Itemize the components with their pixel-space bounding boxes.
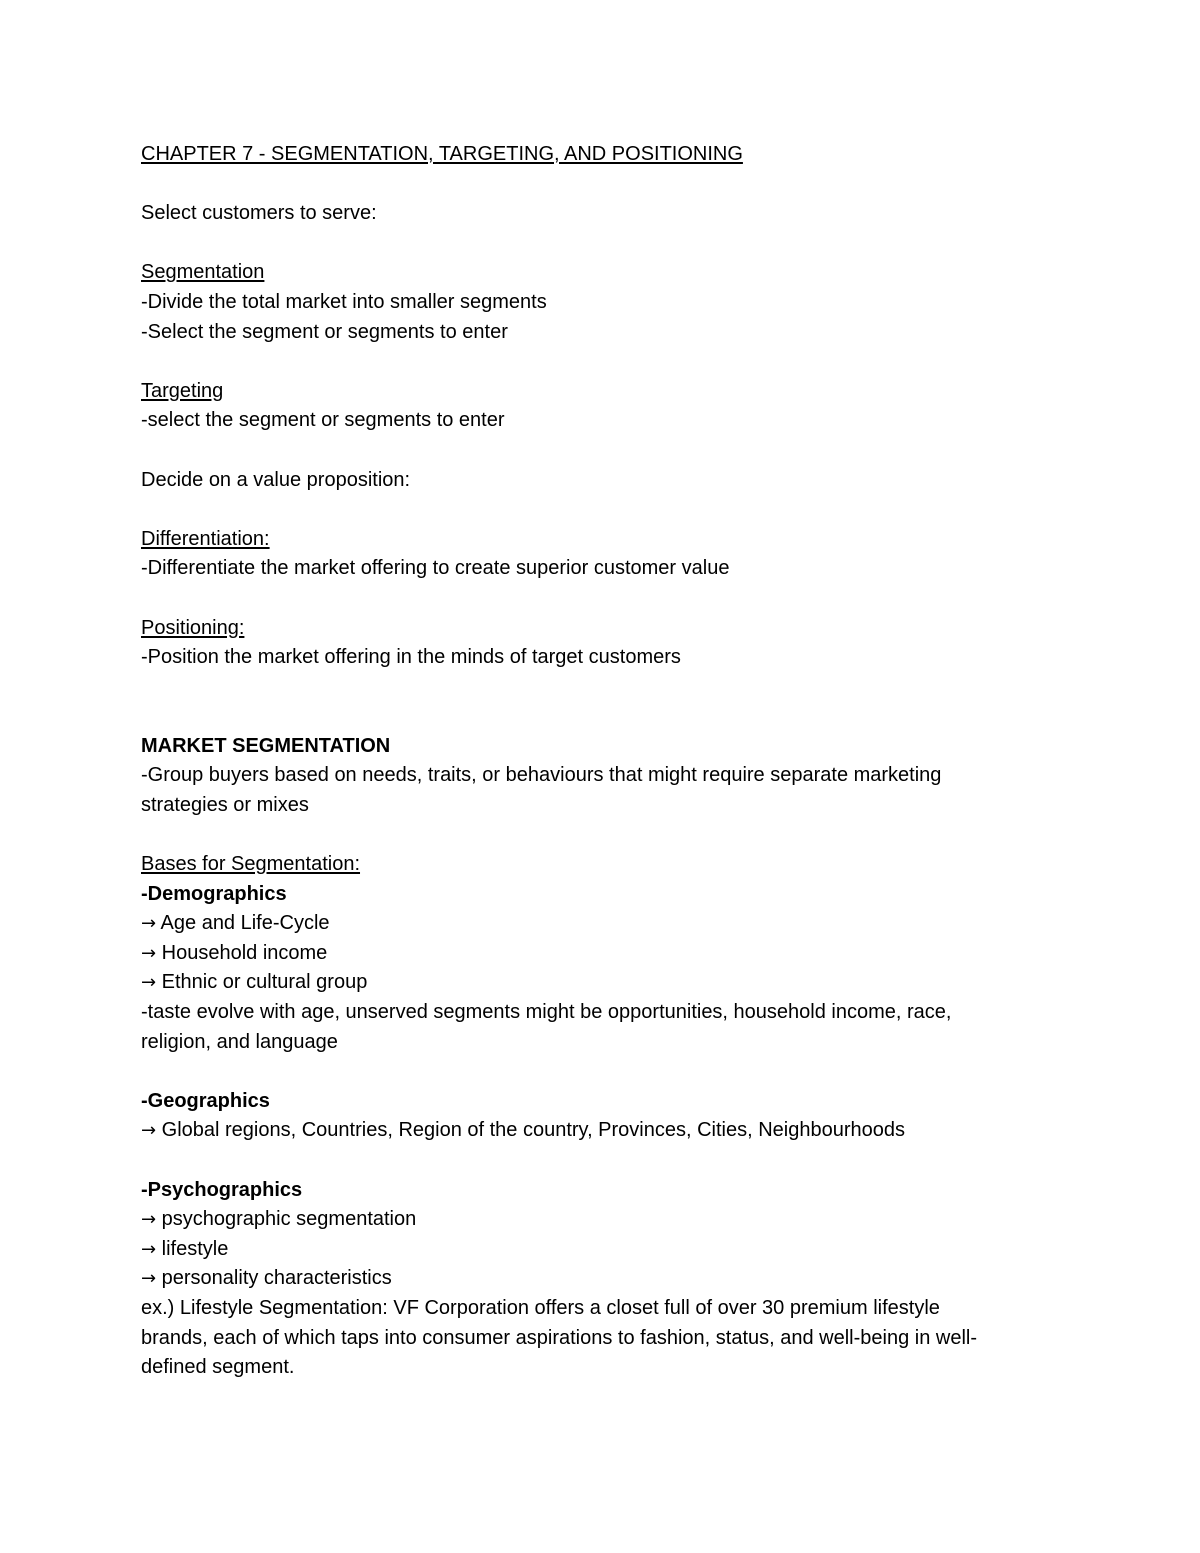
psychographics-item-text: personality characteristics: [156, 1267, 392, 1290]
bases-heading: Bases for Segmentation:: [141, 853, 361, 876]
segmentation-item: -Select the segment or segments to enter: [141, 320, 508, 343]
arrow-right-icon: →: [141, 1209, 157, 1231]
psychographics-item-text: lifestyle: [156, 1237, 229, 1260]
arrow-right-icon: →: [141, 1268, 157, 1290]
select-customers-line: Select customers to serve:: [141, 202, 377, 225]
segmentation-heading: Segmentation: [141, 261, 265, 284]
differentiation-heading: Differentiation:: [141, 527, 270, 550]
psychographics-example: brands, each of which taps into consumer aspirations to fashion, status, and well-being in well-: [141, 1326, 978, 1349]
arrow-right-icon: →: [141, 913, 157, 935]
arrow-right-icon: →: [141, 942, 157, 964]
psychographics-heading: -Psychographics: [141, 1178, 303, 1201]
psychographics-item: [141, 1264, 1061, 1294]
positioning-heading: Positioning:: [141, 616, 245, 639]
spacer: [141, 347, 1061, 377]
psychographics-example: ex.) Lifestyle Segmentation: VF Corporation offers a closet full of over 30 premium lifestyle: [141, 1296, 940, 1319]
spacer: [141, 1057, 1061, 1087]
psychographics-example: defined segment.: [141, 1356, 295, 1379]
spacer: [141, 1146, 1061, 1176]
arrow-right-icon: →: [141, 1120, 157, 1142]
market-segmentation-heading: MARKET SEGMENTATION: [141, 734, 391, 757]
demographics-item-text: Age and Life-Cycle: [156, 912, 330, 935]
chapter-title: CHAPTER 7 - SEGMENTATION, TARGETING, AND POSITIONING: [141, 143, 743, 165]
spacer: [141, 170, 1061, 200]
targeting-heading: Targeting: [141, 379, 224, 402]
geographics-heading: -Geographics: [141, 1089, 270, 1112]
spacer: [141, 495, 1061, 525]
psychographics-item: [141, 1235, 1061, 1265]
spacer: [141, 436, 1061, 466]
spacer: [141, 584, 1061, 614]
differentiation-item: -Differentiate the market offering to create superior customer value: [141, 557, 730, 580]
targeting-item: -select the segment or segments to enter: [141, 409, 505, 432]
demographics-item: [141, 939, 1061, 969]
market-segmentation-definition: -Group buyers based on needs, traits, or behaviours that might require separate marketing: [141, 764, 942, 787]
demographics-item-text: Household income: [156, 941, 328, 964]
psychographics-item: [141, 1205, 1061, 1235]
value-proposition-line: Decide on a value proposition:: [141, 468, 411, 491]
spacer: [141, 673, 1061, 732]
geographics-item-text: Global regions, Countries, Region of the country, Provinces, Cities, Neighbourhoods: [156, 1119, 906, 1142]
document-page: [141, 140, 1061, 1383]
arrow-right-icon: →: [141, 1238, 157, 1260]
demographics-heading: -Demographics: [141, 882, 287, 905]
demographics-item-text: Ethnic or cultural group: [156, 971, 368, 994]
segmentation-item: -Divide the total market into smaller segments: [141, 290, 547, 313]
spacer: [141, 820, 1061, 850]
positioning-item: -Position the market offering in the minds of target customers: [141, 646, 681, 669]
arrow-right-icon: →: [141, 972, 157, 994]
psychographics-item-text: psychographic segmentation: [156, 1208, 417, 1231]
demographics-note: -taste evolve with age, unserved segments might be opportunities, household income, race,: [141, 1001, 952, 1024]
demographics-item: [141, 968, 1061, 998]
spacer: [141, 229, 1061, 259]
demographics-note: religion, and language: [141, 1030, 338, 1053]
demographics-item: [141, 909, 1061, 939]
market-segmentation-definition: strategies or mixes: [141, 793, 309, 816]
geographics-item: [141, 1116, 1061, 1146]
